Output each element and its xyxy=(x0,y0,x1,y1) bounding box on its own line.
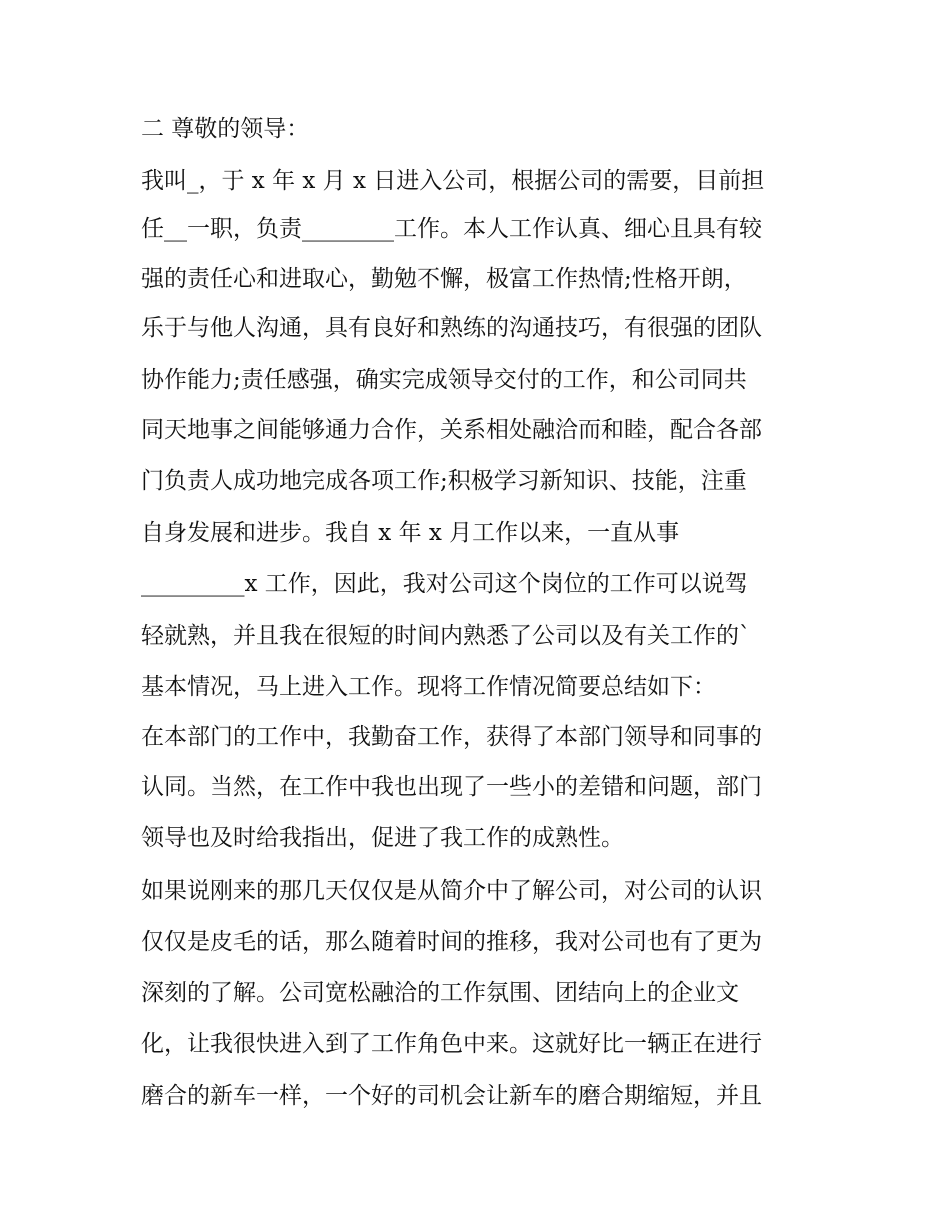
body-line: 门负责人成功地完成各项工作;积极学习新知识、技能，注重 xyxy=(141,468,747,494)
body-line: 在本部门的工作中，我勤奋工作，获得了本部门领导和同事的 xyxy=(141,724,762,750)
body-line: 基本情况，马上进入工作。现将工作情况简要总结如下： xyxy=(141,674,716,700)
body-line: 深刻的了解。公司宽松融洽的工作氛围、团结向上的企业文 xyxy=(141,980,739,1006)
body-line: _________x 工作，因此，我对公司这个岗位的工作可以说驾 xyxy=(141,571,748,597)
body-line: 磨合的新车一样，一个好的司机会让新车的磨合期缩短，并且 xyxy=(141,1083,762,1109)
body-line: 乐于与他人沟通，具有良好和熟练的沟通技巧，有很强的团队 xyxy=(141,315,762,341)
body-line: 如果说刚来的那几天仅仅是从简介中了解公司，对公司的认识 xyxy=(141,878,762,904)
body-line: 仅仅是皮毛的话，那么随着时间的推移，我对公司也有了更为 xyxy=(141,929,762,955)
body-line: 认同。当然，在工作中我也出现了一些小的差错和问题，部门 xyxy=(141,774,762,800)
body-line: 协作能力;责任感强，确实完成领导交付的工作，和公司同共 xyxy=(141,367,747,393)
body-line: 领导也及时给我指出，促进了我工作的成熟性。 xyxy=(141,825,624,851)
body-line: 自身发展和进步。我自 x 年 x 月工作以来，一直从事 xyxy=(141,520,680,546)
body-line: 化，让我很快进入到了工作角色中来。这就好比一辆正在进行 xyxy=(141,1031,762,1057)
salutation-line: 二 尊敬的领导： xyxy=(141,116,310,142)
body-line: 轻就熟，并且我在很短的时间内熟悉了公司以及有关工作的` xyxy=(141,623,751,649)
body-line: 我叫_，于 x 年 x 月 x 日进入公司，根据公司的需要，目前担 xyxy=(141,168,765,194)
body-line: 强的责任心和进取心，勤勉不懈，极富工作热情;性格开朗， xyxy=(141,266,747,292)
body-line: 同天地事之间能够通力合作，关系相处融洽而和睦，配合各部 xyxy=(141,417,762,443)
body-line: 任__一职，负责________工作。本人工作认真、细心且具有较 xyxy=(141,216,762,242)
